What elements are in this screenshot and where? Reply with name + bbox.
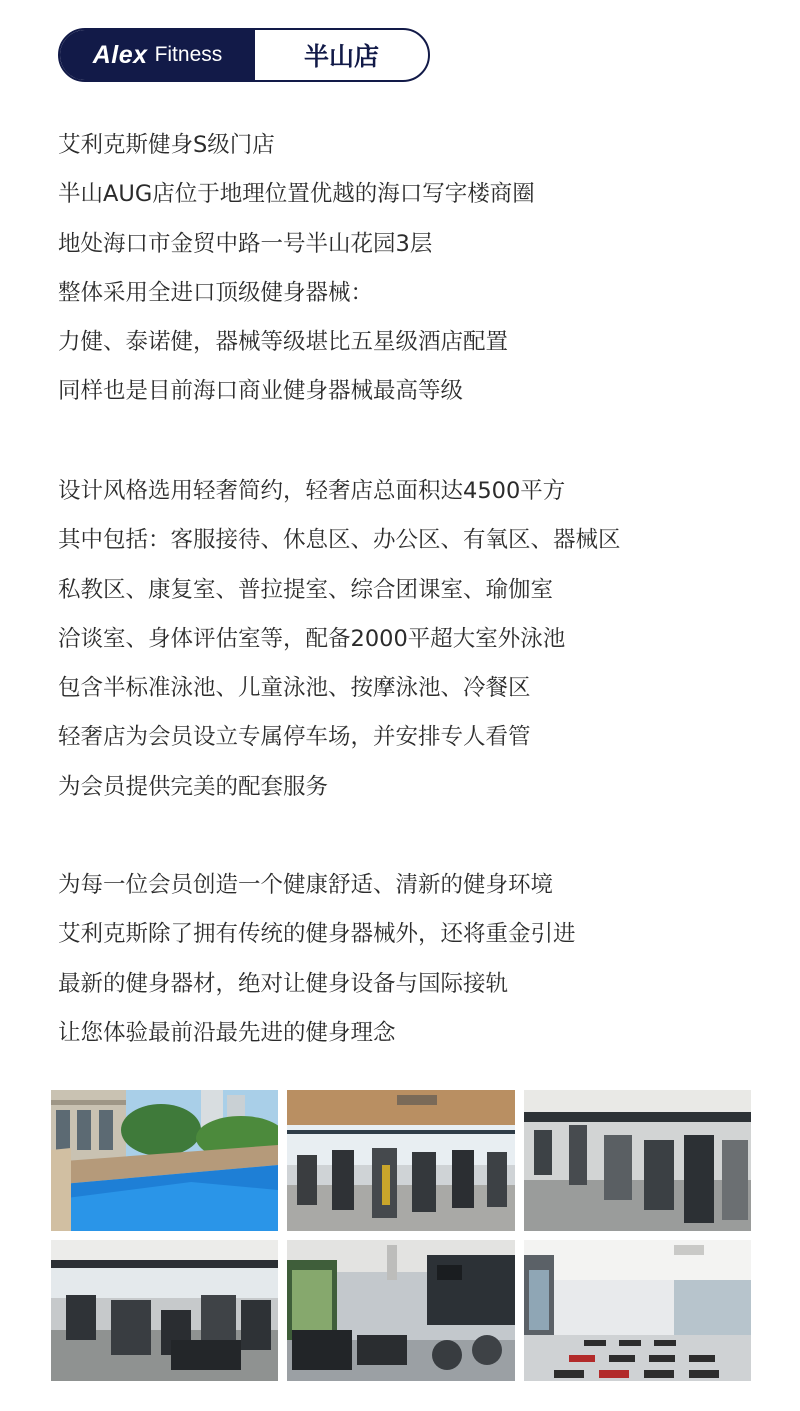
store-name: 半山店 xyxy=(303,42,379,71)
text-line: 为会员提供完美的配套服务 xyxy=(58,773,329,800)
text-line: 最新的健身器材，绝对让健身设备与国际接轨 xyxy=(58,970,509,997)
strength-machines-photo xyxy=(524,1090,751,1231)
treadmill-area-photo xyxy=(287,1240,515,1381)
mission-paragraph xyxy=(58,861,576,1058)
text-line: 私教区、康复室、普拉提室、综合团课室、瑜伽室 xyxy=(58,576,554,603)
brand-suffix: Fitness xyxy=(154,43,223,66)
brand-logo xyxy=(60,30,255,80)
text-line: 为每一位会员创造一个健康舒适、清新的健身环境 xyxy=(58,872,554,898)
text-line: 力健、泰诺健，器械等级堪比五星级酒店配置 xyxy=(58,329,509,356)
store-brand-badge xyxy=(58,28,430,82)
group-class-studio-photo xyxy=(524,1240,751,1381)
text-line: 同样也是目前海口商业健身器械最高等级 xyxy=(58,378,464,405)
text-line: 半山AUG店位于地理位置优越的海口写字楼商圈 xyxy=(58,181,535,208)
text-line: 让您体验最前沿最先进的健身理念 xyxy=(58,1019,396,1046)
text-line: 整体采用全进口顶级健身器械： xyxy=(58,279,374,306)
text-line: 设计风格选用轻奢简约，轻奢店总面积达4500平方 xyxy=(58,478,566,504)
equipment-zone-photo xyxy=(287,1090,515,1231)
free-weights-photo xyxy=(51,1240,278,1381)
facilities-paragraph xyxy=(58,467,621,812)
outdoor-pool-photo xyxy=(51,1090,278,1231)
photo-gallery xyxy=(51,1090,751,1381)
brand-name: Alex xyxy=(92,40,148,69)
intro-paragraph xyxy=(58,121,535,417)
text-line: 艾利克斯除了拥有传统的健身器械外，还将重金引进 xyxy=(58,921,576,948)
text-line: 洽谈室、身体评估室等，配备2000平超大室外泳池 xyxy=(58,625,566,652)
text-line: 轻奢店为会员设立专属停车场，并安排专人看管 xyxy=(58,724,531,751)
text-line: 艾利克斯健身S级门店 xyxy=(58,132,275,158)
text-line: 地处海口市金贸中路一号半山花园3层 xyxy=(58,230,433,257)
text-line: 包含半标准泳池、儿童泳池、按摩泳池、冷餐区 xyxy=(58,675,531,702)
text-line: 其中包括：客服接待、休息区、办公区、有氧区、器械区 xyxy=(58,527,621,554)
